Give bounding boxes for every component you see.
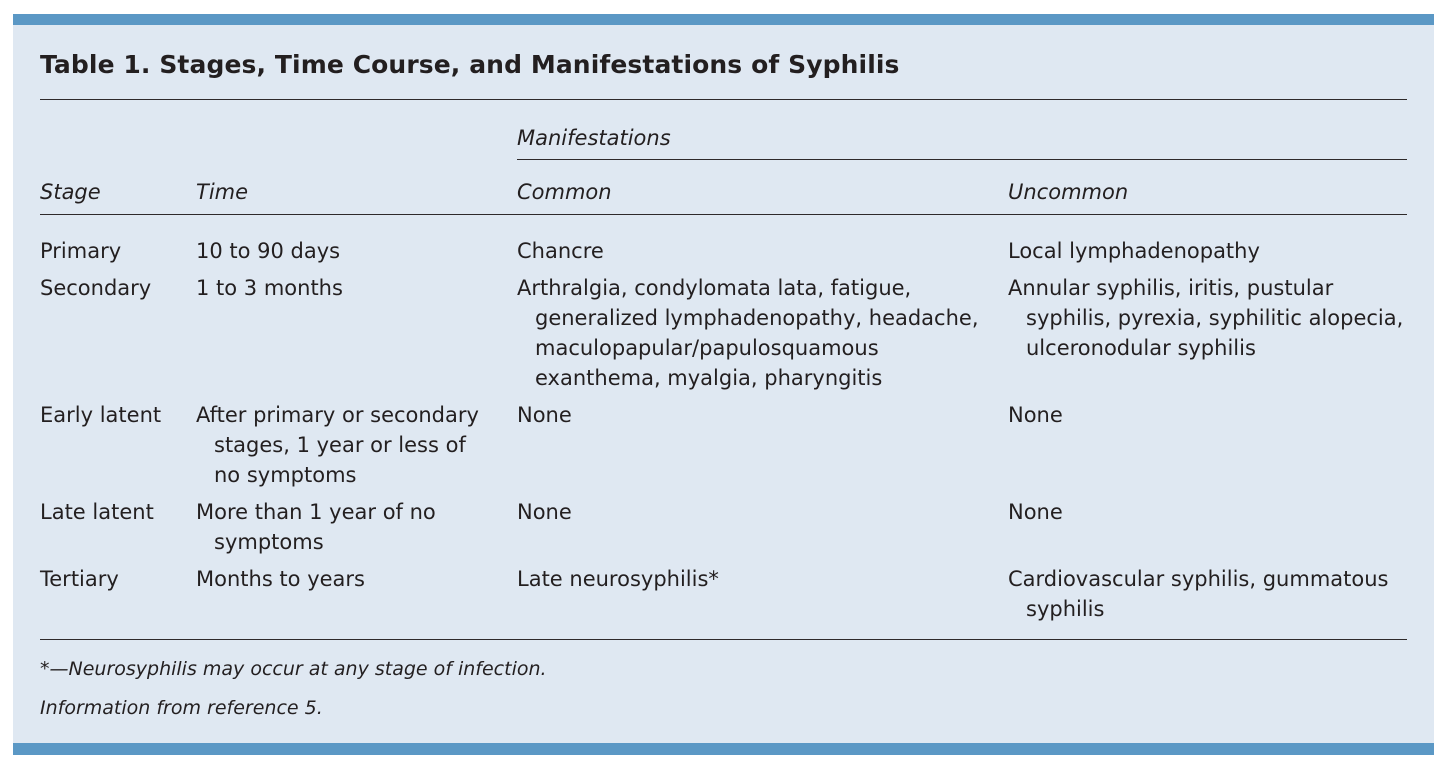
- cell-text: Late neurosyphilis*: [517, 567, 719, 591]
- cell-text: exanthema, myalgia, pharyngitis: [535, 366, 883, 390]
- cell-stage: [40, 236, 121, 266]
- title-rule: [40, 99, 1407, 100]
- cell-uncommon: [1008, 236, 1260, 266]
- cell-uncommon: [1008, 564, 1388, 624]
- cell-time: [196, 564, 365, 594]
- column-header-uncommon: Uncommon: [1008, 180, 1129, 204]
- cell-text: None: [517, 500, 572, 524]
- cell-stage: [40, 400, 161, 430]
- cell-text: None: [517, 403, 572, 427]
- manifestations-group-header: Manifestations: [517, 126, 671, 150]
- cell-common: [517, 564, 719, 594]
- cell-time: [196, 497, 436, 557]
- cell-text: Arthralgia, condylomata lata, fatigue,: [517, 276, 912, 300]
- cell-text: ulceronodular syphilis: [1026, 336, 1256, 360]
- cell-text: Tertiary: [40, 567, 119, 591]
- cell-uncommon: [1008, 273, 1403, 363]
- cell-text: Late latent: [40, 500, 154, 524]
- cell-time: [196, 236, 340, 266]
- cell-text: 10 to 90 days: [196, 239, 341, 263]
- source-note: Information from reference 5.: [40, 697, 323, 719]
- column-header-time: Time: [196, 180, 249, 204]
- cell-text: generalized lymphadenopathy, headache,: [535, 306, 979, 330]
- cell-stage: [40, 497, 154, 527]
- cell-time: [196, 273, 343, 303]
- column-header-common: Common: [517, 180, 612, 204]
- header-rule: [40, 214, 1407, 215]
- cell-text: More than 1 year of no: [196, 500, 436, 524]
- cell-text: Chancre: [517, 239, 604, 263]
- footnote: *—Neurosyphilis may occur at any stage of infection.: [40, 658, 547, 680]
- cell-text: Secondary: [40, 276, 152, 300]
- manifestations-rule: [517, 159, 1407, 160]
- cell-text: 1 to 3 months: [196, 276, 343, 300]
- top-accent-bar: [13, 14, 1434, 25]
- cell-text: Cardiovascular syphilis, gummatous: [1008, 567, 1389, 591]
- table-panel: [13, 14, 1434, 755]
- cell-text: None: [1008, 500, 1063, 524]
- cell-text: After primary or secondary: [196, 403, 479, 427]
- bottom-accent-bar: [13, 743, 1434, 755]
- cell-text: Months to years: [196, 567, 365, 591]
- cell-text: Early latent: [40, 403, 162, 427]
- cell-text: Primary: [40, 239, 122, 263]
- cell-text: maculopapular/papulosquamous: [535, 336, 879, 360]
- cell-text: syphilis, pyrexia, syphilitic alopecia,: [1026, 306, 1404, 330]
- column-header-stage: Stage: [40, 180, 101, 204]
- table-title: Table 1. Stages, Time Course, and Manifestations of Syphilis: [40, 50, 900, 79]
- cell-text: Local lymphadenopathy: [1008, 239, 1260, 263]
- cell-stage: [40, 564, 119, 594]
- cell-common: [517, 497, 572, 527]
- cell-time: [196, 400, 479, 490]
- cell-uncommon: [1008, 400, 1063, 430]
- cell-text: None: [1008, 403, 1063, 427]
- cell-common: [517, 273, 979, 393]
- cell-text: no symptoms: [214, 463, 357, 487]
- footer-rule: [40, 639, 1407, 640]
- cell-text: stages, 1 year or less of: [214, 433, 466, 457]
- cell-text: symptoms: [214, 530, 324, 554]
- cell-common: [517, 236, 604, 266]
- cell-stage: [40, 273, 151, 303]
- cell-common: [517, 400, 572, 430]
- cell-text: syphilis: [1026, 597, 1105, 621]
- cell-uncommon: [1008, 497, 1063, 527]
- cell-text: Annular syphilis, iritis, pustular: [1008, 276, 1334, 300]
